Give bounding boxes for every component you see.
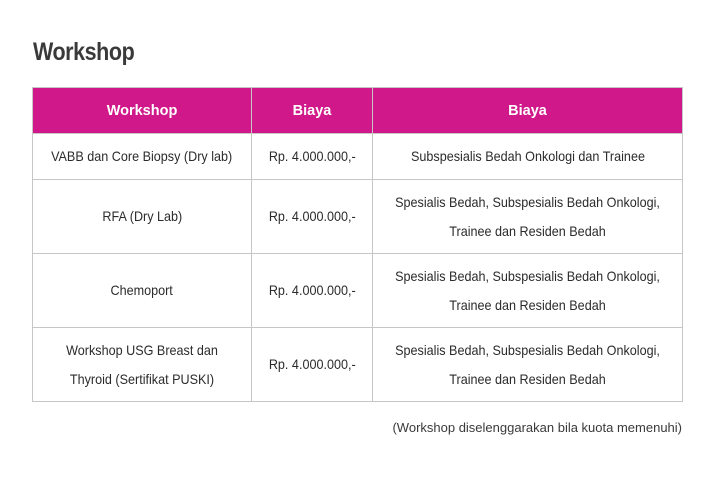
workshop-table xyxy=(32,87,683,402)
workshop-name: RFA (Dry Lab) xyxy=(102,208,182,224)
workshop-name: Chemoport xyxy=(110,282,174,298)
cell-workshop xyxy=(33,328,252,402)
cell-peserta xyxy=(373,328,683,402)
header-workshop: Workshop xyxy=(33,88,252,134)
page-title: Workshop xyxy=(33,38,135,66)
workshop-table-container xyxy=(32,87,682,402)
workshop-participants: Subspesialis Bedah Onkologi dan Trainee xyxy=(410,148,645,164)
table-row xyxy=(33,180,683,254)
cell-peserta xyxy=(373,134,683,180)
workshop-participants: Spesialis Bedah, Subspesialis Bedah Onkologi, Trainee dan Residen Bedah xyxy=(395,193,660,239)
cell-workshop xyxy=(33,180,252,254)
table-row xyxy=(33,254,683,328)
cell-workshop xyxy=(33,134,252,180)
table-row xyxy=(33,328,683,402)
header-peserta: Biaya xyxy=(373,88,683,134)
table-header-row xyxy=(33,88,683,134)
workshop-price: Rp. 4.000.000,- xyxy=(268,356,356,372)
workshop-name: VABB dan Core Biopsy (Dry lab) xyxy=(51,148,233,164)
table-row xyxy=(33,134,683,180)
workshop-price: Rp. 4.000.000,- xyxy=(268,208,356,224)
quota-note: (Workshop diselenggarakan bila kuota memenuhi) xyxy=(392,420,682,435)
cell-peserta xyxy=(373,254,683,328)
cell-biaya xyxy=(252,134,373,180)
workshop-name: Workshop USG Breast dan Thyroid (Sertifikat PUSKI) xyxy=(66,341,218,387)
cell-peserta xyxy=(373,180,683,254)
workshop-price: Rp. 4.000.000,- xyxy=(268,148,356,164)
cell-biaya xyxy=(252,254,373,328)
cell-workshop xyxy=(33,254,252,328)
workshop-participants: Spesialis Bedah, Subspesialis Bedah Onkologi, Trainee dan Residen Bedah xyxy=(395,267,660,313)
cell-biaya xyxy=(252,180,373,254)
workshop-participants: Spesialis Bedah, Subspesialis Bedah Onkologi, Trainee dan Residen Bedah xyxy=(395,341,660,387)
workshop-price: Rp. 4.000.000,- xyxy=(268,282,356,298)
header-biaya: Biaya xyxy=(252,88,373,134)
cell-biaya xyxy=(252,328,373,402)
